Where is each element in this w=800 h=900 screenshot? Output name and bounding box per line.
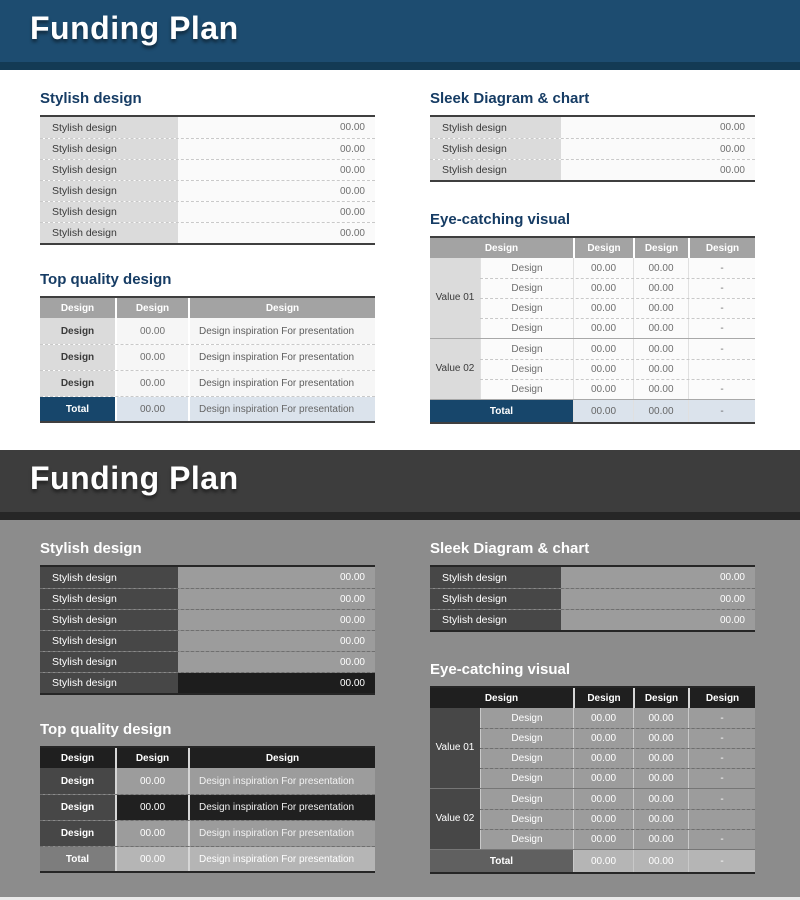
column-header: Design	[573, 688, 633, 708]
row-value-1: 00.00	[573, 749, 633, 768]
row-name: Design	[480, 810, 573, 829]
column-header: Design	[188, 748, 375, 768]
total-row	[40, 846, 375, 871]
group-rows	[480, 339, 755, 399]
row-label: Stylish design	[40, 181, 178, 201]
eye-catching-visual-table	[430, 236, 755, 424]
table-row	[40, 609, 375, 630]
row-value: 00.00	[561, 567, 755, 588]
right-column	[430, 520, 755, 874]
row-description: Design inspiration For presentation	[188, 371, 375, 396]
row-value-2: 00.00	[633, 708, 688, 728]
total-value-2: 00.00	[633, 400, 688, 422]
row-name: Design	[480, 339, 573, 359]
table-row	[480, 829, 755, 849]
slide-body	[0, 70, 800, 424]
table-row	[40, 370, 375, 396]
column-header: Design	[688, 688, 755, 708]
row-label: Stylish design	[430, 160, 561, 180]
table-row	[40, 138, 375, 159]
column-header: Design	[430, 688, 573, 708]
total-description: Design inspiration For presentation	[188, 847, 375, 871]
row-value-3: -	[688, 769, 755, 788]
section-heading: Sleek Diagram & chart	[430, 540, 590, 557]
table-row	[480, 789, 755, 809]
row-value: 00.00	[178, 160, 375, 180]
table-header-row	[40, 748, 375, 768]
row-value-3: -	[688, 299, 755, 318]
row-label: Design	[40, 821, 115, 846]
row-value-3: -	[688, 749, 755, 768]
total-row	[430, 399, 755, 422]
table-row	[480, 339, 755, 359]
section-heading: Sleek Diagram & chart	[430, 90, 590, 107]
row-value: 00.00	[178, 589, 375, 609]
row-value-2: 00.00	[633, 830, 688, 849]
row-label: Stylish design	[40, 673, 178, 693]
section-heading: Eye-catching visual	[430, 661, 571, 678]
left-column	[40, 520, 375, 874]
section-heading: Stylish design	[40, 90, 142, 107]
row-value-1: 00.00	[573, 729, 633, 748]
row-label: Stylish design	[40, 117, 178, 138]
row-name: Design	[480, 360, 573, 379]
row-value-1: 00.00	[573, 339, 633, 359]
total-row	[40, 396, 375, 421]
row-value-3: -	[688, 729, 755, 748]
row-description: Design inspiration For presentation	[188, 821, 375, 846]
left-column	[40, 70, 375, 424]
row-value-3: -	[688, 319, 755, 338]
table-header-row	[40, 298, 375, 318]
table-row	[480, 379, 755, 399]
sleek-diagram-table	[430, 115, 755, 182]
top-quality-design-section	[40, 721, 375, 873]
row-label: Stylish design	[40, 202, 178, 222]
column-header: Design	[188, 298, 375, 318]
table-body	[40, 318, 375, 396]
slide-title: Funding Plan	[30, 460, 239, 496]
row-value: 00.00	[115, 821, 188, 846]
total-value-2: 00.00	[633, 850, 688, 872]
row-value: 00.00	[178, 202, 375, 222]
row-value-3	[688, 360, 755, 379]
sleek-diagram-section	[430, 90, 755, 182]
row-value: 00.00	[115, 371, 188, 396]
row-value-3: -	[688, 279, 755, 298]
table-row	[40, 588, 375, 609]
row-name: Design	[480, 749, 573, 768]
column-header: Design	[40, 298, 115, 318]
table-row	[40, 820, 375, 846]
slide-dark-theme	[0, 450, 800, 897]
group-label: Value 02	[430, 339, 480, 399]
row-value-2: 00.00	[633, 258, 688, 278]
row-label: Stylish design	[430, 567, 561, 588]
stylish-design-section	[40, 90, 375, 245]
row-value: 00.00	[178, 567, 375, 588]
slide-header	[0, 450, 800, 520]
table-row	[40, 344, 375, 370]
row-name: Design	[480, 380, 573, 399]
row-value: 00.00	[115, 768, 188, 794]
sleek-diagram-section	[430, 540, 755, 632]
column-header: Design	[633, 238, 688, 258]
stylish-design-table	[40, 115, 375, 245]
column-header: Design	[115, 748, 188, 768]
row-value-3: -	[688, 830, 755, 849]
row-value-2: 00.00	[633, 769, 688, 788]
eye-catching-visual-table	[430, 686, 755, 874]
row-name: Design	[480, 789, 573, 809]
table-row	[480, 258, 755, 278]
table-body	[40, 768, 375, 846]
row-value: 00.00	[561, 117, 755, 138]
row-value: 00.00	[178, 181, 375, 201]
eye-catching-visual-section	[430, 211, 755, 424]
table-row	[40, 180, 375, 201]
row-label: Design	[40, 768, 115, 794]
row-value-2: 00.00	[633, 279, 688, 298]
table-row	[430, 609, 755, 630]
value-02-group	[430, 788, 755, 849]
total-value-3: -	[688, 850, 755, 872]
row-label: Stylish design	[40, 652, 178, 672]
value-01-group	[430, 708, 755, 788]
row-label: Stylish design	[40, 160, 178, 180]
row-name: Design	[480, 258, 573, 278]
eye-catching-visual-section	[430, 661, 755, 874]
row-name: Design	[480, 729, 573, 748]
row-value-2: 00.00	[633, 299, 688, 318]
row-value: 00.00	[178, 673, 375, 693]
right-column	[430, 70, 755, 424]
slide-light-theme	[0, 0, 800, 440]
table-row	[480, 359, 755, 379]
row-value-2: 00.00	[633, 810, 688, 829]
table-row	[480, 708, 755, 728]
row-value-1: 00.00	[573, 769, 633, 788]
slide-header	[0, 0, 800, 70]
row-value: 00.00	[561, 610, 755, 630]
row-value: 00.00	[178, 139, 375, 159]
row-value-2: 00.00	[633, 360, 688, 379]
row-value-3	[688, 810, 755, 829]
stylish-design-section	[40, 540, 375, 695]
row-value: 00.00	[178, 223, 375, 243]
table-row	[40, 222, 375, 243]
row-value-1: 00.00	[573, 830, 633, 849]
row-label: Design	[40, 318, 115, 344]
row-value-2: 00.00	[633, 339, 688, 359]
total-label: Total	[40, 847, 115, 871]
row-description: Design inspiration For presentation	[188, 768, 375, 794]
stylish-design-table	[40, 565, 375, 695]
total-value-1: 00.00	[573, 400, 633, 422]
row-value-2: 00.00	[633, 380, 688, 399]
row-value-3: -	[688, 258, 755, 278]
section-heading: Top quality design	[40, 721, 172, 738]
table-row	[480, 298, 755, 318]
table-row	[40, 768, 375, 794]
table-row	[480, 768, 755, 788]
row-label: Stylish design	[430, 117, 561, 138]
section-heading: Top quality design	[40, 271, 172, 288]
group-rows	[480, 708, 755, 788]
total-label: Total	[40, 397, 115, 421]
column-header: Design	[430, 238, 573, 258]
table-row	[430, 159, 755, 180]
top-quality-design-section	[40, 271, 375, 423]
group-rows	[480, 789, 755, 849]
table-row	[480, 728, 755, 748]
value-01-group	[430, 258, 755, 338]
row-label: Design	[40, 345, 115, 370]
row-value: 00.00	[178, 610, 375, 630]
row-value-3: -	[688, 708, 755, 728]
total-value-1: 00.00	[573, 850, 633, 872]
row-value-1: 00.00	[573, 319, 633, 338]
total-value: 00.00	[115, 847, 188, 871]
row-label: Stylish design	[40, 589, 178, 609]
table-row	[40, 630, 375, 651]
total-value-3: -	[688, 400, 755, 422]
slide-body	[0, 520, 800, 874]
table-row	[480, 278, 755, 298]
row-label: Stylish design	[430, 589, 561, 609]
row-value-2: 00.00	[633, 749, 688, 768]
row-description: Design inspiration For presentation	[188, 345, 375, 370]
total-label: Total	[430, 400, 573, 422]
table-row	[40, 117, 375, 138]
table-row	[40, 672, 375, 693]
row-value: 00.00	[115, 795, 188, 820]
table-row	[40, 567, 375, 588]
column-header: Design	[688, 238, 755, 258]
row-label: Design	[40, 795, 115, 820]
group-label: Value 01	[430, 258, 480, 338]
row-value: 00.00	[178, 652, 375, 672]
row-value-2: 00.00	[633, 319, 688, 338]
row-name: Design	[480, 830, 573, 849]
row-value-2: 00.00	[633, 789, 688, 809]
row-value-3: -	[688, 789, 755, 809]
slides-divider	[0, 440, 800, 450]
group-label: Value 02	[430, 789, 480, 849]
row-value: 00.00	[561, 160, 755, 180]
row-value: 00.00	[561, 139, 755, 159]
row-value-1: 00.00	[573, 279, 633, 298]
table-row	[430, 117, 755, 138]
value-02-group	[430, 338, 755, 399]
table-header-row	[430, 238, 755, 258]
row-value-2: 00.00	[633, 729, 688, 748]
table-row	[430, 588, 755, 609]
row-label: Design	[40, 371, 115, 396]
row-label: Stylish design	[430, 610, 561, 630]
top-quality-design-table	[40, 296, 375, 423]
row-value-1: 00.00	[573, 299, 633, 318]
table-row	[480, 318, 755, 338]
slide-title: Funding Plan	[30, 10, 239, 46]
row-value-1: 00.00	[573, 380, 633, 399]
row-label: Stylish design	[40, 610, 178, 630]
group-rows	[480, 258, 755, 338]
row-value-1: 00.00	[573, 360, 633, 379]
row-name: Design	[480, 319, 573, 338]
row-value-3: -	[688, 339, 755, 359]
table-row	[480, 748, 755, 768]
total-description: Design inspiration For presentation	[188, 397, 375, 421]
column-header: Design	[633, 688, 688, 708]
table-row	[40, 794, 375, 820]
row-value: 00.00	[561, 589, 755, 609]
row-description: Design inspiration For presentation	[188, 795, 375, 820]
row-description: Design inspiration For presentation	[188, 318, 375, 344]
row-value-1: 00.00	[573, 789, 633, 809]
group-label: Value 01	[430, 708, 480, 788]
row-value-3: -	[688, 380, 755, 399]
table-row	[430, 138, 755, 159]
table-row	[430, 567, 755, 588]
column-header: Design	[40, 748, 115, 768]
total-row	[430, 849, 755, 872]
row-value-1: 00.00	[573, 708, 633, 728]
row-value: 00.00	[115, 345, 188, 370]
table-row	[40, 201, 375, 222]
table-row	[480, 809, 755, 829]
row-label: Stylish design	[40, 631, 178, 651]
column-header: Design	[115, 298, 188, 318]
row-label: Stylish design	[40, 139, 178, 159]
row-value-1: 00.00	[573, 258, 633, 278]
row-name: Design	[480, 299, 573, 318]
table-row	[40, 318, 375, 344]
row-value-1: 00.00	[573, 810, 633, 829]
row-label: Stylish design	[430, 139, 561, 159]
row-name: Design	[480, 769, 573, 788]
table-row	[40, 159, 375, 180]
row-label: Stylish design	[40, 223, 178, 243]
row-value: 00.00	[178, 117, 375, 138]
table-header-row	[430, 688, 755, 708]
row-value: 00.00	[178, 631, 375, 651]
row-name: Design	[480, 279, 573, 298]
row-value: 00.00	[115, 318, 188, 344]
row-name: Design	[480, 708, 573, 728]
row-label: Stylish design	[40, 567, 178, 588]
top-quality-design-table	[40, 746, 375, 873]
sleek-diagram-table	[430, 565, 755, 632]
total-label: Total	[430, 850, 573, 872]
table-row	[40, 651, 375, 672]
total-value: 00.00	[115, 397, 188, 421]
column-header: Design	[573, 238, 633, 258]
section-heading: Stylish design	[40, 540, 142, 557]
section-heading: Eye-catching visual	[430, 211, 571, 228]
